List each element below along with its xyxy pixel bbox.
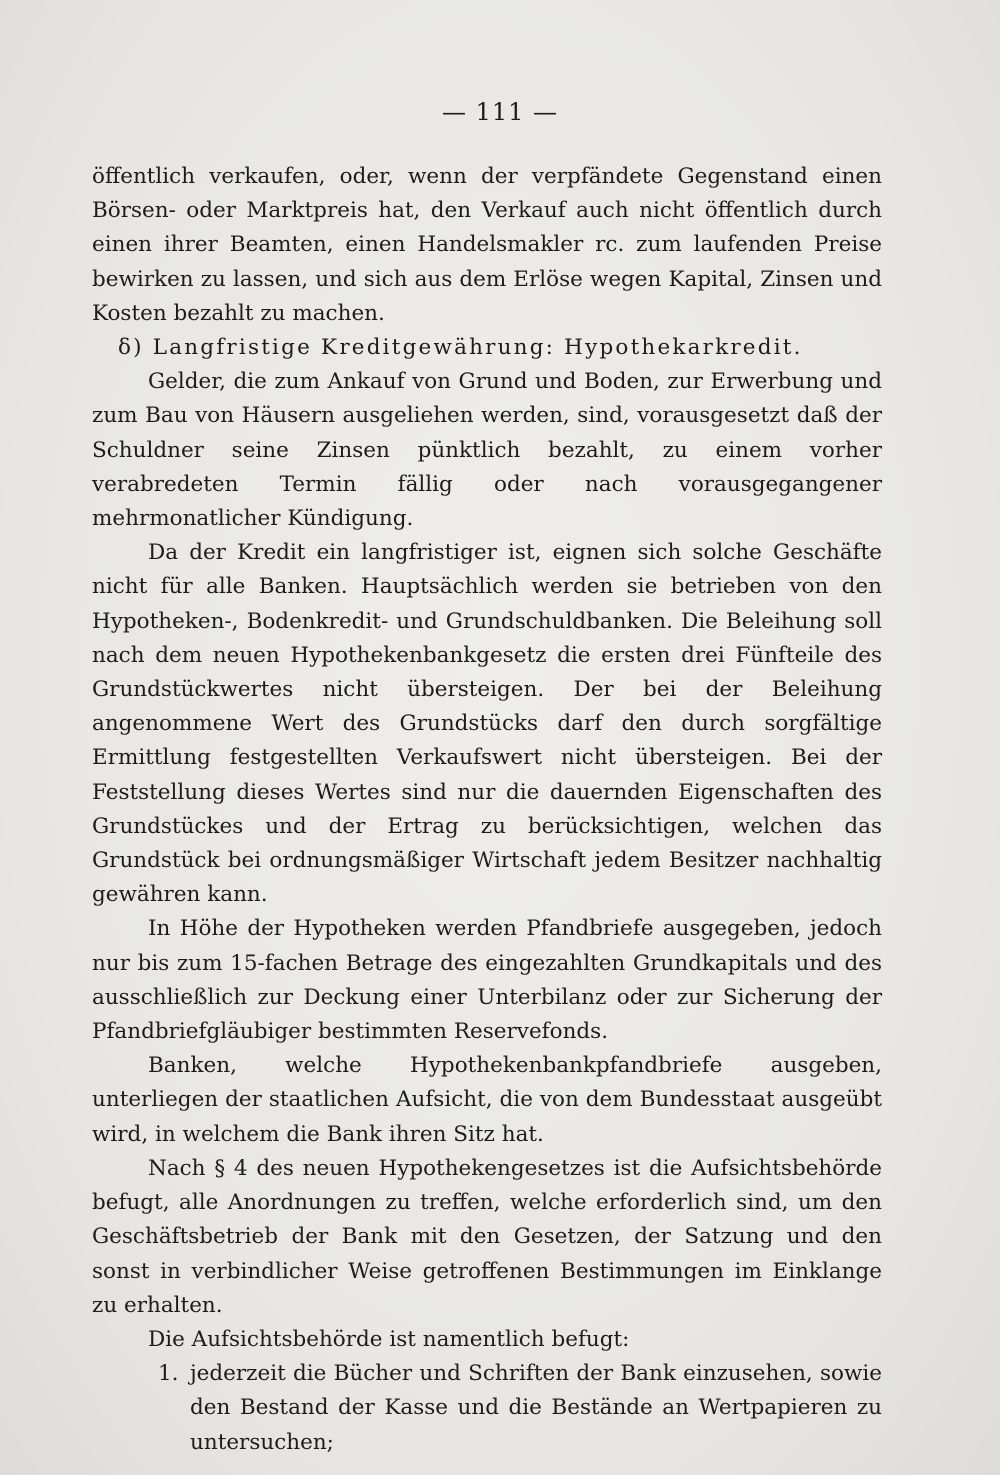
paragraph-authority-powers: Die Aufsichtsbehörde ist namentlich befugt:: [148, 1326, 630, 1352]
list-item-number: 1.: [158, 1361, 179, 1387]
page-body: [92, 160, 882, 1460]
paragraph-supervisory-authority: Nach § 4 des neuen Hypothekengesetzes ist die Aufsichtsbehörde befugt, alle Anordnungen zu treffen, welche erforderlich sind, um den Geschäftsbetrieb der Bank mit den Gesetzen, der Satzung und den sonst in verbindlicher Weise getroffenen Bestimmungen im Einklange zu erhalten.: [92, 1155, 882, 1318]
page-number: — 111 —: [441, 98, 559, 126]
list-item: [92, 1357, 882, 1460]
paragraph-continuation: öffentlich verkaufen, oder, wenn der verpfändete Gegenstand einen Börsen- oder Marktpreis hat, den Verkauf auch nicht öffentlich durch einen ihrer Beamten, einen Handelsmakler rc. zum laufenden Preise bewirken zu lassen, und sich aus dem Erlöse wegen Kapital, Zinsen und Kosten bezahlt zu machen.: [92, 164, 882, 326]
list-item-text: jederzeit die Bücher und Schriften der Bank einzusehen, sowie den Bestand der Kasse und die Bestände an Wertpapieren zu untersuchen;: [190, 1361, 882, 1455]
paragraph-state-supervision: Banken, welche Hypothekenbankpfandbriefe ausgeben, unterliegen der staatlichen Aufsicht, die von dem Bundesstaat ausgeübt wird, in welchem die Bank ihren Sitz hat.: [92, 1053, 882, 1147]
paragraph-mortgage-loans: Gelder, die zum Ankauf von Grund und Boden, zur Erwerbung und zum Bau von Häusern ausgeliehen werden, sind, vorausgesetzt daß der Schuldner seine Zinsen pünktlich bezahlt, zu einem vorher verabredeten Termin fällig oder nach vorausgegangener mehrmonatlicher Kündigung.: [92, 369, 882, 532]
paragraph-mortgage-banks: Da der Kredit ein langfristiger ist, eignen sich solche Geschäfte nicht für alle Banken. Hauptsächlich werden sie betrieben von den Hypotheken-, Bodenkredit- und Grundschuldbanken. Die Beleihung soll nach dem neuen Hypothekenbankgesetz die ersten drei Fünfteile des Grundstückwertes nicht übersteigen. Der bei der Beleihung angenommene Wert des Grundstücks darf den durch sorgfältige Ermittlung festgestellten Verkaufswert nicht übersteigen. Bei der Feststellung dieses Wertes sind nur die dauernden Eigenschaften des Grundstückes und der Ertrag zu berücksichtigen, welchen das Grundstück bei ordnungsmäßiger Wirtschaft jedem Besitzer nachhaltig gewähren kann.: [92, 540, 882, 908]
paragraph-pfandbriefe: In Höhe der Hypotheken werden Pfandbriefe ausgegeben, jedoch nur bis zum 15-fachen Betrage des eingezahlten Grundkapitals und des ausschließlich zur Deckung einer Unterbilanz oder zur Sicherung der Pfandbriefgläubiger bestimmten Reservefonds.: [92, 916, 882, 1045]
section-heading: δ) Langfristige Kreditgewährung: Hypothekarkredit.: [118, 335, 803, 361]
